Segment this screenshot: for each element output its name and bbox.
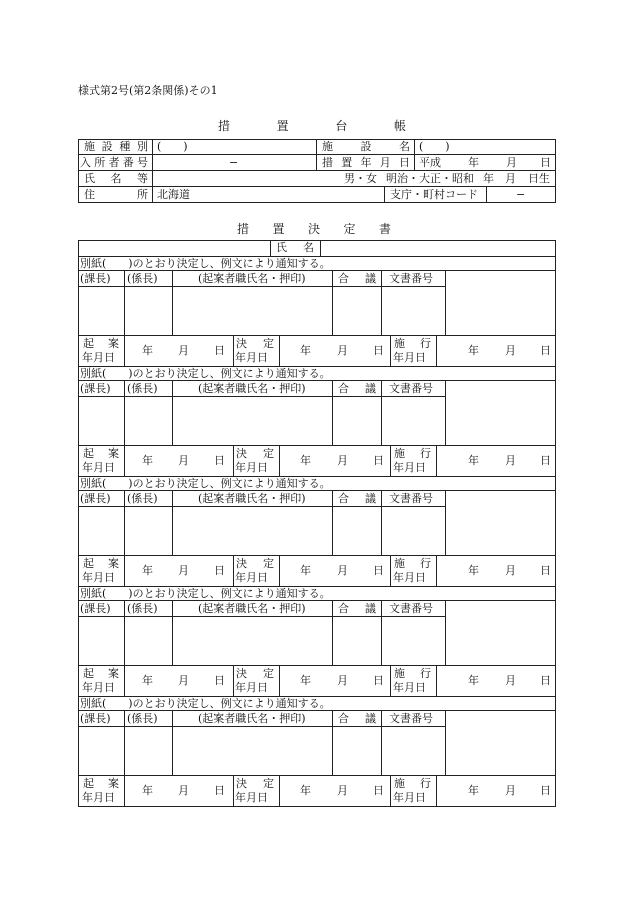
draft-year: 年 xyxy=(142,344,153,357)
docno-cell[interactable] xyxy=(382,397,445,444)
drafter-seal-cell[interactable] xyxy=(173,287,332,334)
enforce-label: 施 行 xyxy=(394,667,431,680)
draft-day: 日 xyxy=(214,564,225,577)
gender[interactable]: 男・女 xyxy=(344,172,377,185)
enforce-year: 年 xyxy=(468,784,479,797)
decide-ymd-label: 年月日 xyxy=(235,461,268,474)
notice-text: 別紙( )のとおり決定し、例文により通知する。 xyxy=(80,367,331,380)
decide-month: 月 xyxy=(337,344,348,357)
consult-cell[interactable] xyxy=(333,507,381,554)
col-consult: 合 議 xyxy=(338,492,376,505)
draft-year: 年 xyxy=(142,454,153,467)
draft-label: 起 案 xyxy=(83,447,119,460)
enforce-day: 日 xyxy=(540,784,551,797)
draft-ymd-label: 年月日 xyxy=(82,461,115,474)
draft-month: 月 xyxy=(178,344,189,357)
chief-seal-cell[interactable] xyxy=(79,287,124,334)
enforce-day: 日 xyxy=(540,454,551,467)
col-drafter: (起案者職氏名・押印) xyxy=(198,602,306,615)
subchief-seal-cell[interactable] xyxy=(125,727,172,774)
docno-cell[interactable] xyxy=(382,617,445,664)
decide-day: 日 xyxy=(373,564,384,577)
enforce-ymd-label: 年月日 xyxy=(393,681,426,694)
enforce-year: 年 xyxy=(468,564,479,577)
subchief-seal-cell[interactable] xyxy=(125,397,172,444)
col-subchief: (係長) xyxy=(127,602,158,615)
decide-label: 決 定 xyxy=(236,337,274,350)
enforce-label: 施 行 xyxy=(394,447,431,460)
draft-month: 月 xyxy=(178,674,189,687)
consult-cell[interactable] xyxy=(333,397,381,444)
enforce-ymd-label: 年月日 xyxy=(393,571,426,584)
decide-year: 年 xyxy=(300,454,311,467)
enforce-day: 日 xyxy=(540,344,551,357)
consult-cell[interactable] xyxy=(333,727,381,774)
name-label: 氏 名 等 xyxy=(84,172,148,185)
decide-label: 決 定 xyxy=(236,447,274,460)
col-drafter: (起案者職氏名・押印) xyxy=(198,712,306,725)
drafter-seal-cell[interactable] xyxy=(173,617,332,664)
enforce-year: 年 xyxy=(468,454,479,467)
resident-no-value[interactable]: − xyxy=(229,156,239,169)
facility-name-label: 施 設 名 xyxy=(322,140,410,153)
branch-code-label: 支庁・町村コード xyxy=(390,188,478,201)
col-drafter: (起案者職氏名・押印) xyxy=(198,382,306,395)
decide-ymd-label: 年月日 xyxy=(235,351,268,364)
draft-label: 起 案 xyxy=(83,337,119,350)
draft-ymd-label: 年月日 xyxy=(82,351,115,364)
decide-ymd-label: 年月日 xyxy=(235,681,268,694)
draft-label: 起 案 xyxy=(83,557,119,570)
draft-ymd-label: 年月日 xyxy=(82,791,115,804)
draft-month: 月 xyxy=(178,784,189,797)
enforce-ymd-label: 年月日 xyxy=(393,791,426,804)
facility-name-value[interactable]: ( ) xyxy=(419,140,450,153)
col-docno: 文書番号 xyxy=(389,712,433,725)
decide-label: 決 定 xyxy=(236,557,274,570)
enforce-month: 月 xyxy=(505,344,516,357)
draft-ymd-label: 年月日 xyxy=(82,571,115,584)
decide-day: 日 xyxy=(373,454,384,467)
draft-month: 月 xyxy=(178,564,189,577)
consult-cell[interactable] xyxy=(333,617,381,664)
enforce-month: 月 xyxy=(505,454,516,467)
address-value[interactable]: 北海道 xyxy=(157,188,190,201)
placement-day: 日 xyxy=(540,156,551,169)
resident-no-label: 入 所 者 番 号 xyxy=(80,156,148,169)
draft-label: 起 案 xyxy=(83,777,119,790)
decide-label: 決 定 xyxy=(236,667,274,680)
draft-year: 年 xyxy=(142,784,153,797)
subchief-seal-cell[interactable] xyxy=(125,507,172,554)
col-docno: 文書番号 xyxy=(389,602,433,615)
enforce-year: 年 xyxy=(468,674,479,687)
enforce-label: 施 行 xyxy=(394,557,431,570)
form-label: 様式第2号(第2条関係)その1 xyxy=(78,84,218,97)
col-consult: 合 議 xyxy=(338,272,376,285)
col-chief: (課長) xyxy=(80,712,111,725)
chief-seal-cell[interactable] xyxy=(79,507,124,554)
col-subchief: (係長) xyxy=(127,492,158,505)
drafter-seal-cell[interactable] xyxy=(173,397,332,444)
docno-cell[interactable] xyxy=(382,727,445,774)
birth-year: 年 xyxy=(483,172,494,185)
draft-day: 日 xyxy=(214,674,225,687)
decide-year: 年 xyxy=(300,564,311,577)
branch-code-value[interactable]: − xyxy=(516,188,526,201)
consult-cell[interactable] xyxy=(333,287,381,334)
col-drafter: (起案者職氏名・押印) xyxy=(198,492,306,505)
decide-month: 月 xyxy=(337,564,348,577)
enforce-label: 施 行 xyxy=(394,777,431,790)
draft-ymd-label: 年月日 xyxy=(82,681,115,694)
subchief-seal-cell[interactable] xyxy=(125,287,172,334)
decision-title: 措 置 決 定 書 xyxy=(237,222,391,236)
decide-day: 日 xyxy=(373,674,384,687)
col-docno: 文書番号 xyxy=(389,492,433,505)
enforce-ymd-label: 年月日 xyxy=(393,461,426,474)
enforce-month: 月 xyxy=(505,564,516,577)
draft-day: 日 xyxy=(214,454,225,467)
enforce-day: 日 xyxy=(540,564,551,577)
enforce-month: 月 xyxy=(505,674,516,687)
chief-seal-cell[interactable] xyxy=(79,397,124,444)
chief-seal-cell[interactable] xyxy=(79,617,124,664)
ledger-title: 措 置 台 帳 xyxy=(218,119,406,133)
enforce-month: 月 xyxy=(505,784,516,797)
col-consult: 合 議 xyxy=(338,382,376,395)
decide-ymd-label: 年月日 xyxy=(235,571,268,584)
decide-year: 年 xyxy=(300,344,311,357)
placement-era: 平成 xyxy=(419,156,441,169)
address-label: 住 所 xyxy=(84,188,148,201)
draft-year: 年 xyxy=(142,674,153,687)
decide-year: 年 xyxy=(300,784,311,797)
draft-day: 日 xyxy=(214,344,225,357)
col-drafter: (起案者職氏名・押印) xyxy=(198,272,306,285)
col-subchief: (係長) xyxy=(127,272,158,285)
decide-month: 月 xyxy=(337,674,348,687)
decide-month: 月 xyxy=(337,784,348,797)
drafter-seal-cell[interactable] xyxy=(173,507,332,554)
enforce-day: 日 xyxy=(540,674,551,687)
draft-month: 月 xyxy=(178,454,189,467)
enforce-ymd-label: 年月日 xyxy=(393,351,426,364)
notice-text: 別紙( )のとおり決定し、例文により通知する。 xyxy=(80,587,331,600)
birth-day: 日生 xyxy=(528,172,550,185)
facility-type-label: 施 設 種 別 xyxy=(84,140,148,153)
birth-era: 明治・大正・昭和 xyxy=(386,172,474,185)
decide-day: 日 xyxy=(373,344,384,357)
facility-type-value[interactable]: ( ) xyxy=(157,140,188,153)
col-subchief: (係長) xyxy=(127,382,158,395)
col-consult: 合 議 xyxy=(338,712,376,725)
chief-seal-cell[interactable] xyxy=(79,727,124,774)
placement-month: 月 xyxy=(506,156,517,169)
decide-day: 日 xyxy=(373,784,384,797)
decision-name-field[interactable] xyxy=(322,241,554,255)
notice-text: 別紙( )のとおり決定し、例文により通知する。 xyxy=(80,257,331,270)
col-docno: 文書番号 xyxy=(389,382,433,395)
placement-date-label: 措 置 年 月 日 xyxy=(322,156,410,169)
draft-day: 日 xyxy=(214,784,225,797)
enforce-year: 年 xyxy=(468,344,479,357)
col-consult: 合 議 xyxy=(338,602,376,615)
docno-cell[interactable] xyxy=(382,287,445,334)
col-subchief: (係長) xyxy=(127,712,158,725)
decide-year: 年 xyxy=(300,674,311,687)
col-docno: 文書番号 xyxy=(389,272,433,285)
enforce-label: 施 行 xyxy=(394,337,431,350)
notice-text: 別紙( )のとおり決定し、例文により通知する。 xyxy=(80,697,331,710)
draft-year: 年 xyxy=(142,564,153,577)
col-chief: (課長) xyxy=(80,602,111,615)
decide-ymd-label: 年月日 xyxy=(235,791,268,804)
decision-name-label: 氏 名 xyxy=(276,241,314,254)
notice-text: 別紙( )のとおり決定し、例文により通知する。 xyxy=(80,477,331,490)
col-chief: (課長) xyxy=(80,272,111,285)
placement-year: 年 xyxy=(468,156,479,169)
drafter-seal-cell[interactable] xyxy=(173,727,332,774)
docno-cell[interactable] xyxy=(382,507,445,554)
subchief-seal-cell[interactable] xyxy=(125,617,172,664)
decide-label: 決 定 xyxy=(236,777,274,790)
decide-month: 月 xyxy=(337,454,348,467)
birth-month: 月 xyxy=(505,172,516,185)
draft-label: 起 案 xyxy=(83,667,119,680)
col-chief: (課長) xyxy=(80,382,111,395)
col-chief: (課長) xyxy=(80,492,111,505)
